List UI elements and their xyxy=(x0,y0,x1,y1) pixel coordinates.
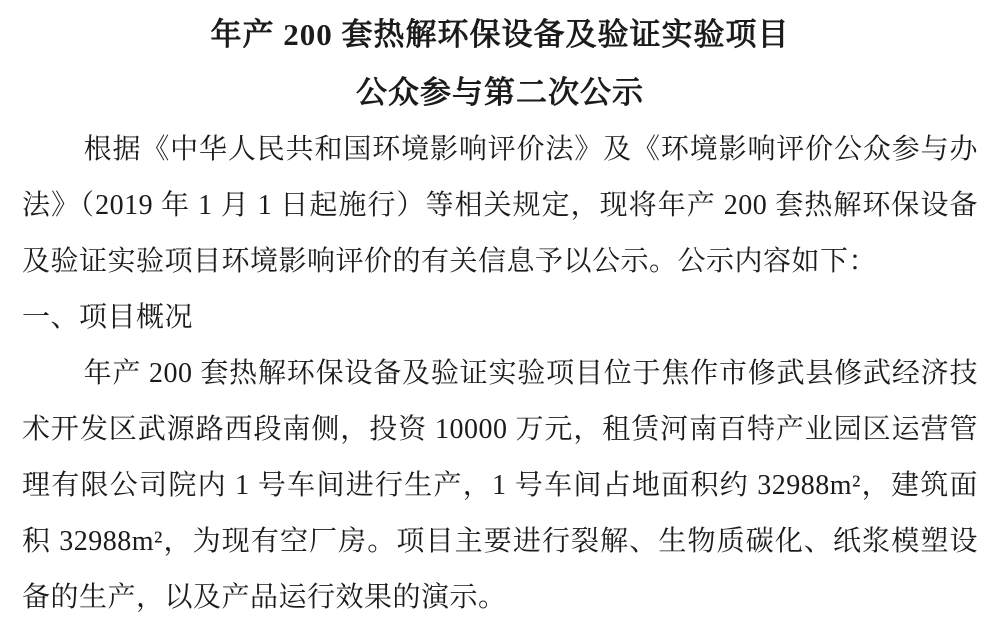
project-overview-paragraph: 年产 200 套热解环保设备及验证实验项目位于焦作市修武县修武经济技术开发区武源路西段南侧，投资 10000 万元，租赁河南百特产业园区运营管理有限公司院内 1 号车间进行生产，1 号车间占地面积约 32988m²，建筑面积 32988m²，为现有空厂房。项目主要进行裂解、生物质碳化、纸浆模塑设备的生产，以及产品运行效果的演示。 xyxy=(22,358,978,613)
section-heading-project-overview: 一、项目概况 xyxy=(22,302,194,333)
document-title xyxy=(22,6,978,122)
document-title-line2: 公众参与第二次公示 xyxy=(356,75,644,110)
intro-paragraph: 根据《中华人民共和国环境影响评价法》及《环境影响评价公众参与办法》（2019 年 1 月 1 日起施行）等相关规定，现将年产 200 套热解环保设备及验证实验项目环境影响评价的有关信息予以公示。公示内容如下： xyxy=(22,134,978,277)
document-title-line1: 年产 200 套热解环保设备及验证实验项目 xyxy=(210,17,790,52)
